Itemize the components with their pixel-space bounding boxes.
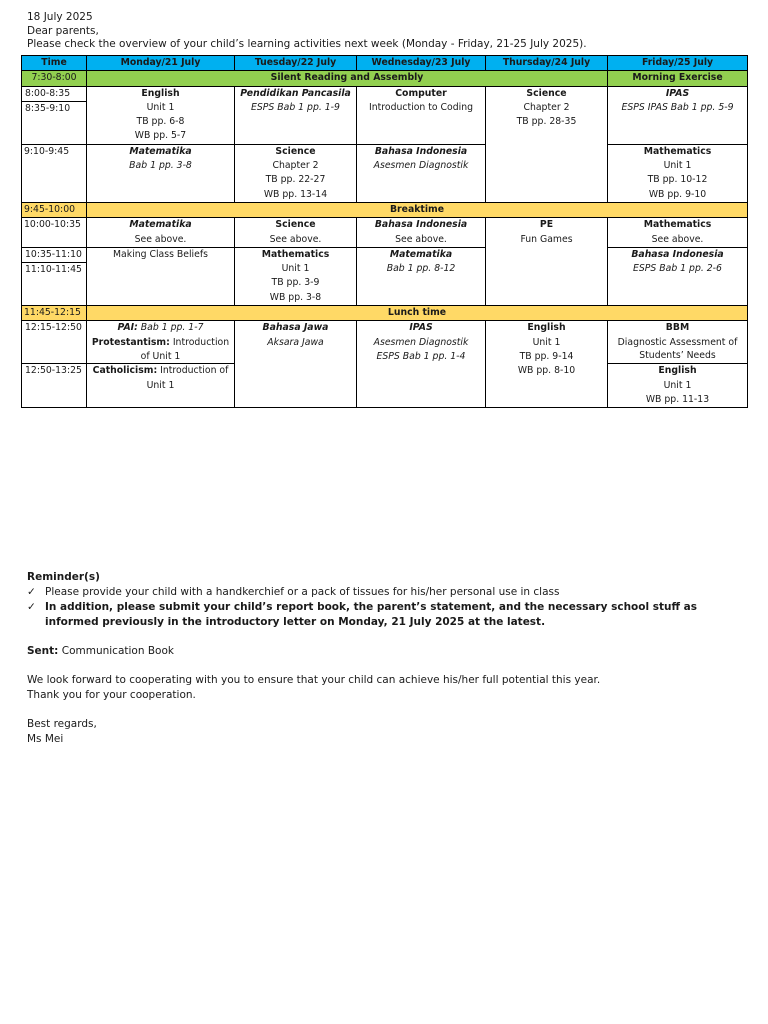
lesson-detail: TB pp. 3-9 bbox=[271, 277, 320, 289]
lesson-row bbox=[22, 86, 748, 144]
header-tuesday: Tuesday/22 July bbox=[235, 56, 357, 71]
lesson-detail: Chapter 2 bbox=[272, 160, 319, 172]
time-cell: 9:10-9:45 bbox=[22, 144, 87, 202]
catholicism-label: Catholicism: bbox=[92, 365, 158, 377]
subject: Science bbox=[275, 219, 316, 231]
letter-greeting: Dear parents, bbox=[27, 24, 99, 37]
lesson-detail: WB pp. 11-13 bbox=[645, 393, 710, 405]
time-cell: 9:45-10:00 bbox=[22, 202, 87, 217]
time-slot: 8:35-9:10 bbox=[22, 101, 86, 116]
lesson-cell bbox=[235, 144, 357, 202]
lesson-detail: ESPS Bab 1 pp. 2-6 bbox=[633, 263, 722, 275]
lesson-cell bbox=[357, 218, 486, 248]
subject: English bbox=[527, 322, 566, 334]
reminders-title: Reminder(s) bbox=[27, 571, 100, 583]
letter-intro bbox=[27, 11, 587, 52]
time-cell bbox=[22, 321, 87, 408]
assembly-row bbox=[22, 71, 748, 86]
lunch-band: Lunch time bbox=[87, 306, 748, 321]
header-thursday: Thursday/24 July bbox=[486, 56, 608, 71]
lesson-detail: ESPS IPAS Bab 1 pp. 5-9 bbox=[621, 101, 734, 113]
lesson-row bbox=[22, 321, 748, 408]
lesson-detail: Unit 1 bbox=[663, 160, 692, 172]
lesson-detail: Asesmen Diagnostik bbox=[373, 336, 469, 348]
lesson-cell bbox=[608, 218, 748, 248]
reminder-text: Please provide your child with a handkerchief or a pack of tissues for his/her personal use in class bbox=[45, 586, 560, 598]
lesson-detail: ESPS Bab 1 pp. 1-4 bbox=[376, 350, 466, 362]
break-row bbox=[22, 202, 748, 217]
time-slot: 10:35-11:10 bbox=[25, 248, 82, 260]
lesson-cell bbox=[87, 218, 235, 248]
lesson-cell bbox=[357, 144, 486, 202]
assembly-band: Silent Reading and Assembly bbox=[87, 71, 608, 86]
subject: Matematika bbox=[129, 145, 192, 157]
subject: IPAS bbox=[665, 87, 690, 99]
subject: Mathematics bbox=[643, 219, 712, 231]
closing-line: We look forward to cooperating with you to ensure that your child can achieve his/her full potential this year. bbox=[27, 674, 601, 686]
friday-morning-exercise: Morning Exercise bbox=[608, 71, 748, 86]
lesson-cell bbox=[608, 247, 748, 305]
lesson-detail: WB pp. 5-7 bbox=[134, 130, 187, 142]
header-friday: Friday/25 July bbox=[608, 56, 748, 71]
time-cell: 11:45-12:15 bbox=[22, 306, 87, 321]
lesson-detail: Asesmen Diagnostik bbox=[373, 160, 469, 172]
reminder-item bbox=[27, 600, 727, 630]
pai-line bbox=[90, 321, 231, 335]
lesson-detail: Unit 1 bbox=[532, 336, 561, 348]
lesson-detail: See above. bbox=[269, 233, 322, 245]
lesson-cell bbox=[608, 321, 748, 408]
lesson-row bbox=[22, 218, 748, 248]
sent-value: Communication Book bbox=[61, 645, 174, 657]
weekly-timetable bbox=[21, 55, 748, 408]
letter-intro-line: Please check the overview of your child’s learning activities next week (Monday - Friday, 21-25 July 2025). bbox=[27, 38, 587, 50]
protestantism-label: Protestantism: bbox=[91, 336, 170, 348]
subject: Science bbox=[275, 145, 316, 157]
subject: Mathematics bbox=[261, 248, 330, 260]
subject: English bbox=[141, 87, 180, 99]
time-slot: 12:50-13:25 bbox=[22, 363, 86, 378]
subject: Bahasa Indonesia bbox=[374, 219, 468, 231]
lesson-cell bbox=[235, 218, 357, 248]
lesson-detail: Bab 1 pp. 8-12 bbox=[386, 263, 456, 275]
lunch-row bbox=[22, 306, 748, 321]
subject: English bbox=[658, 365, 697, 377]
protestantism-text: Introduction of Unit 1 bbox=[140, 336, 230, 362]
lesson-detail: Unit 1 bbox=[146, 101, 175, 113]
lesson-row bbox=[22, 247, 748, 305]
checkmark-icon: ✓ bbox=[27, 601, 36, 613]
reminder-text: In addition, please submit your child’s report book, the parent’s statement, and the necessary school stuff as informed previously in the introductory letter on Monday, 21 July 2025 at the latest. bbox=[45, 601, 697, 628]
header-time: Time bbox=[22, 56, 87, 71]
breaktime-band: Breaktime bbox=[87, 202, 748, 217]
sent-label: Sent: bbox=[27, 645, 59, 657]
time-slot: 8:00-8:35 bbox=[25, 87, 71, 99]
subject: Bahasa Indonesia bbox=[631, 248, 724, 260]
header-row bbox=[22, 56, 748, 71]
subject: Pendidikan Pancasila bbox=[240, 87, 351, 99]
letter-date: 18 July 2025 bbox=[27, 11, 93, 23]
lesson-detail: WB pp. 9-10 bbox=[648, 188, 707, 200]
subject: Computer bbox=[395, 87, 447, 99]
lesson-detail: Chapter 2 bbox=[523, 101, 570, 113]
lesson-cell: Making Class Beliefs bbox=[87, 247, 235, 305]
pai-label: PAI: bbox=[117, 322, 138, 334]
subject: Science bbox=[526, 87, 567, 99]
subject: Matematika bbox=[129, 219, 192, 231]
reminder-item bbox=[27, 585, 727, 600]
lesson-detail: See above. bbox=[134, 233, 187, 245]
time-cell: 10:00-10:35 bbox=[22, 218, 87, 248]
subject: Bahasa Indonesia bbox=[374, 145, 468, 157]
religion-slot bbox=[87, 363, 234, 393]
lesson-cell bbox=[608, 86, 748, 144]
lesson-cell bbox=[486, 321, 608, 408]
header-wednesday: Wednesday/23 July bbox=[357, 56, 486, 71]
religion-slot bbox=[89, 321, 232, 363]
catholicism-text: Introduction of Unit 1 bbox=[146, 365, 229, 391]
friday-english-slot bbox=[608, 363, 747, 407]
signoff bbox=[27, 717, 727, 747]
lesson-cell bbox=[357, 86, 486, 144]
lesson-cell bbox=[235, 321, 357, 408]
lesson-detail: WB pp. 8-10 bbox=[517, 365, 576, 377]
lesson-detail: TB pp. 6-8 bbox=[136, 116, 185, 128]
lesson-detail: Unit 1 bbox=[663, 379, 692, 391]
pai-text: Bab 1 pp. 1-7 bbox=[140, 322, 204, 334]
lesson-detail: TB pp. 22-27 bbox=[265, 174, 326, 186]
lesson-cell bbox=[235, 247, 357, 305]
lesson-cell bbox=[357, 247, 486, 305]
lesson-detail: TB pp. 28-35 bbox=[516, 116, 577, 128]
subject: Bahasa Jawa bbox=[262, 322, 329, 334]
lesson-cell bbox=[235, 86, 357, 144]
lesson-cell bbox=[486, 86, 608, 202]
protestantism-line bbox=[90, 336, 231, 365]
time-cell bbox=[22, 247, 87, 305]
time-slot: 11:10-11:45 bbox=[22, 262, 86, 277]
subject: PE bbox=[539, 219, 554, 231]
friday-bbm-slot bbox=[610, 321, 745, 363]
letter-footer bbox=[27, 570, 727, 747]
time-slot: 12:15-12:50 bbox=[25, 322, 82, 334]
lesson-detail: See above. bbox=[395, 233, 447, 245]
time-cell bbox=[22, 86, 87, 144]
lesson-detail: TB pp. 10-12 bbox=[647, 174, 708, 186]
lesson-cell bbox=[87, 86, 235, 144]
lesson-cell bbox=[486, 218, 608, 306]
closing-text bbox=[27, 673, 727, 703]
lesson-cell bbox=[357, 321, 486, 408]
subject: Mathematics bbox=[643, 145, 712, 157]
lesson-detail: Introduction to Coding bbox=[369, 101, 473, 113]
subject: Matematika bbox=[389, 248, 453, 260]
lesson-detail: Fun Games bbox=[520, 233, 573, 245]
lesson-cell bbox=[608, 144, 748, 202]
sent-line bbox=[27, 644, 727, 659]
lesson-detail: TB pp. 9-14 bbox=[519, 350, 574, 362]
checkmark-icon: ✓ bbox=[27, 586, 36, 598]
lesson-cell bbox=[87, 144, 235, 202]
time-cell: 7:30-8:00 bbox=[22, 71, 87, 86]
lesson-detail: Diagnostic Assessment of Students’ Needs bbox=[617, 336, 738, 361]
lesson-detail: Unit 1 bbox=[281, 263, 310, 275]
lesson-row bbox=[22, 144, 748, 202]
lesson-detail: Bab 1 pp. 3-8 bbox=[129, 160, 192, 172]
lesson-detail: WB pp. 3-8 bbox=[269, 291, 322, 303]
subject: IPAS bbox=[409, 322, 433, 334]
header-monday: Monday/21 July bbox=[87, 56, 235, 71]
lesson-detail: ESPS Bab 1 pp. 1-9 bbox=[251, 101, 340, 113]
lesson-detail: WB pp. 13-14 bbox=[263, 188, 328, 200]
lesson-detail: Aksara Jawa bbox=[267, 336, 324, 348]
lesson-detail: See above. bbox=[651, 233, 704, 245]
signer-name: Ms Mei bbox=[27, 733, 64, 745]
regards-line: Best regards, bbox=[27, 718, 97, 730]
closing-line: Thank you for your cooperation. bbox=[27, 689, 196, 701]
subject: BBM bbox=[665, 322, 690, 334]
lesson-cell bbox=[87, 321, 235, 408]
